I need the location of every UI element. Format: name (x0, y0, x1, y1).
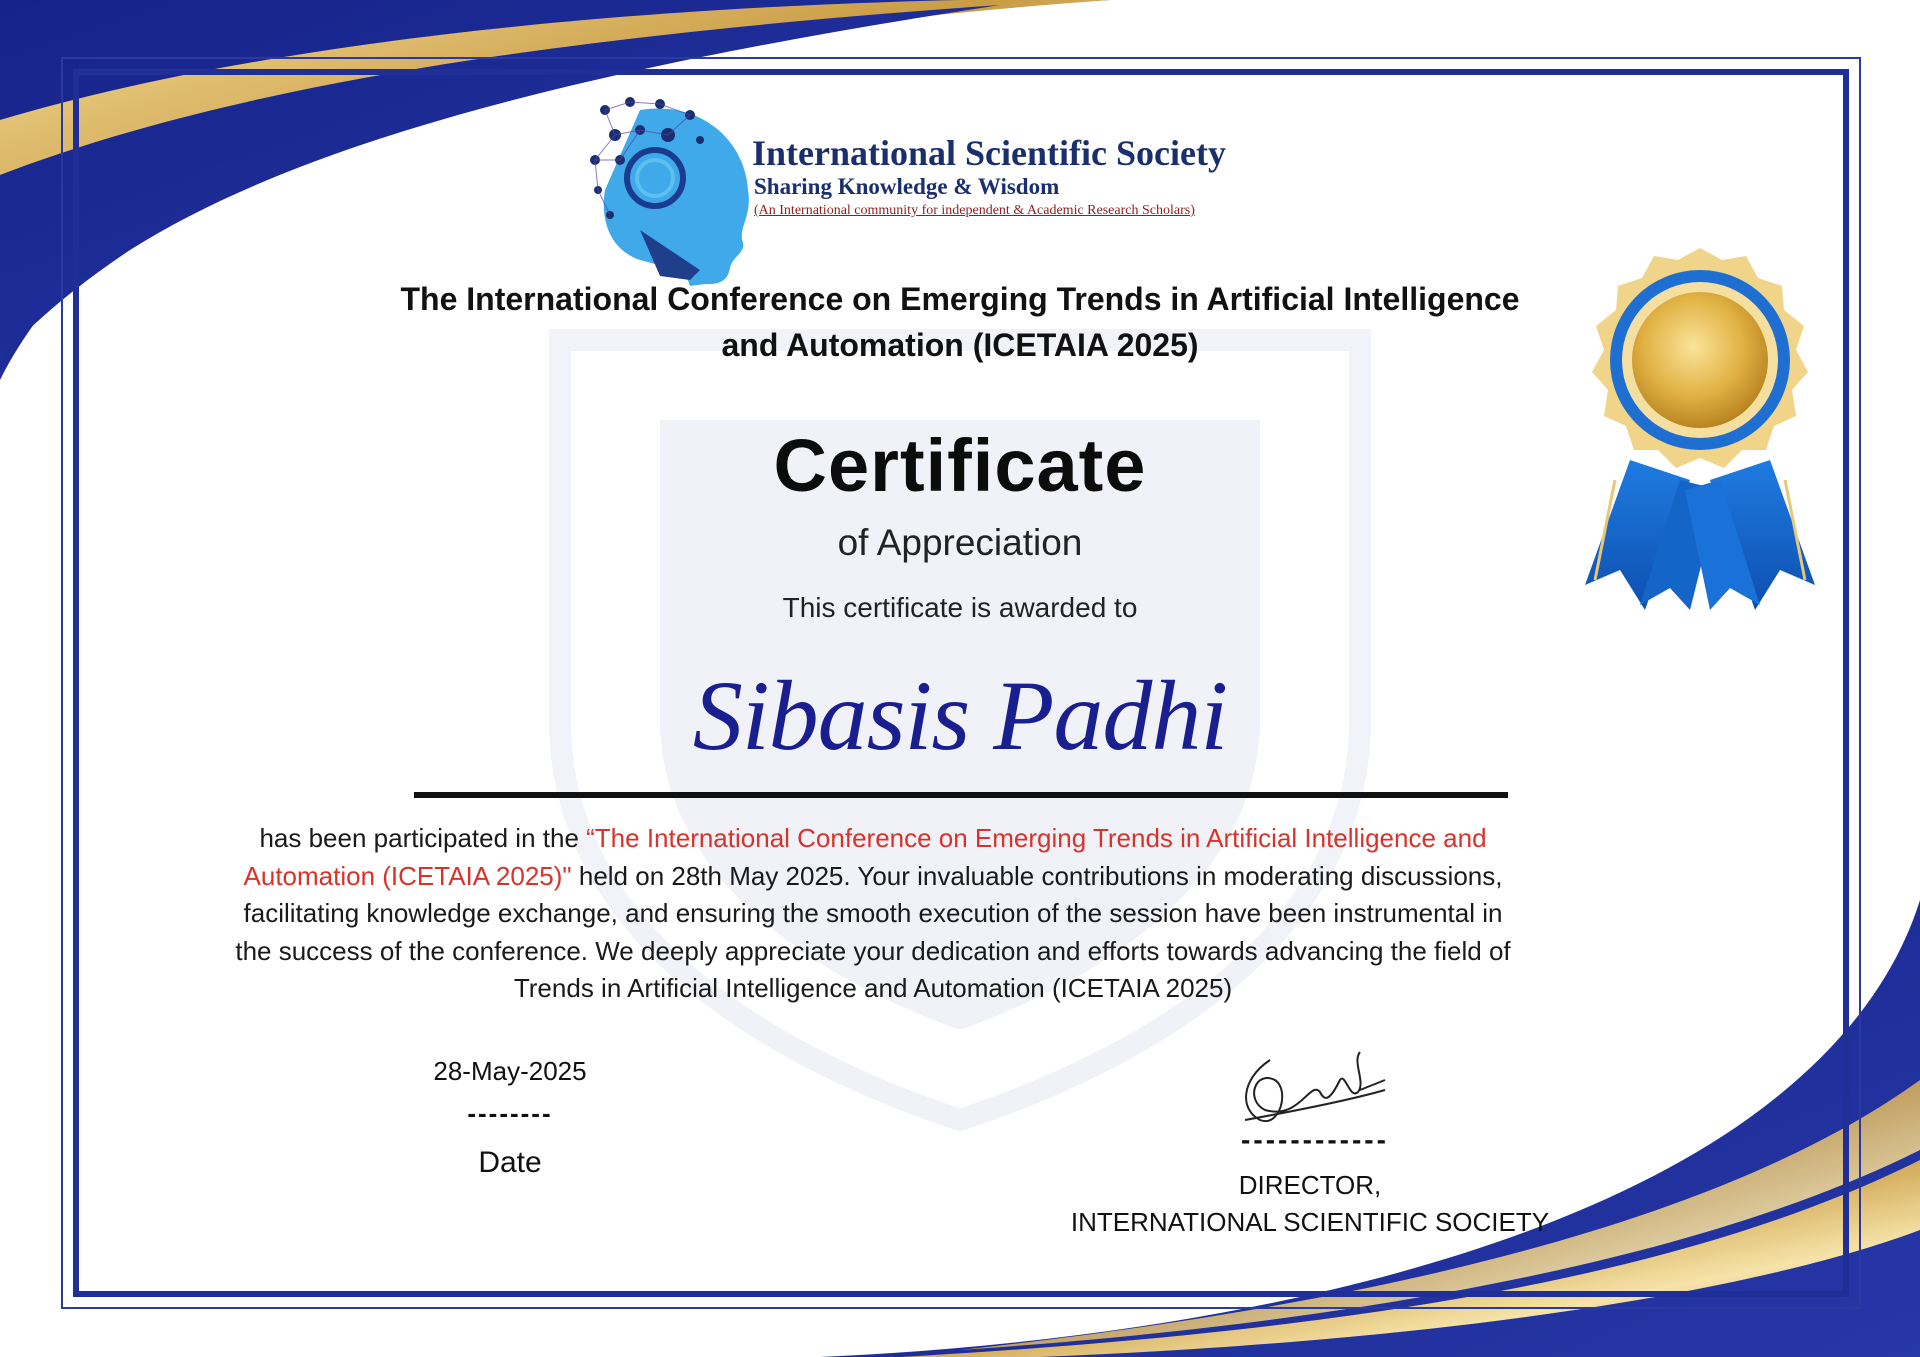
date-dashes: -------- (467, 1098, 553, 1128)
organization-tagline: Sharing Knowledge & Wisdom (754, 174, 1060, 199)
recipient-name: Sibasis Padhi (692, 660, 1228, 771)
logo-ai-head-icon (590, 97, 749, 286)
signatory-title-line1: DIRECTOR, (1238, 1170, 1382, 1200)
signatory-title-line2: INTERNATIONAL SCIENTIFIC SOCIETY (1070, 1207, 1550, 1237)
recipient-underline (414, 792, 1508, 798)
signatory-title (1060, 1167, 1560, 1241)
conference-title-line2: and Automation (ICETAIA 2025) (721, 327, 1199, 363)
body-intro: has been participated in the (259, 823, 587, 853)
date-value: 28-May-2025 (433, 1056, 587, 1086)
awarded-to-text: This certificate is awarded to (782, 592, 1138, 623)
signature-mark (1245, 1052, 1385, 1121)
certificate-title: Certificate (773, 424, 1147, 507)
certificate-body (228, 820, 1518, 1008)
body-highlight: “The International Conference on Emerging Trends in Artificial Intelligence and Automation (ICETAIA 2025)" (243, 823, 1487, 891)
date-label: Date (478, 1146, 542, 1179)
conference-title-line1: The International Conference on Emerging Trends in Artificial Intelligence (400, 281, 1520, 317)
certificate-subtitle: of Appreciation (837, 522, 1083, 563)
signature-dashes: ------------ (1241, 1124, 1389, 1155)
organization-name: International Scientific Society (752, 133, 1226, 173)
organization-note: (An International community for independent & Academic Research Scholars) (754, 203, 1195, 218)
body-rest: held on 28th May 2025. Your invaluable contributions in moderating discussions, facilitating knowledge exchange, and ensuring the smooth execution of the session have been instrumental in the success of the conference. We deeply appreciate your dedication and efforts towards advancing the field of Trends in Artificial Intelligence and Automation (ICETAIA 2025) (235, 860, 1511, 1003)
conference-title (0, 276, 1920, 368)
